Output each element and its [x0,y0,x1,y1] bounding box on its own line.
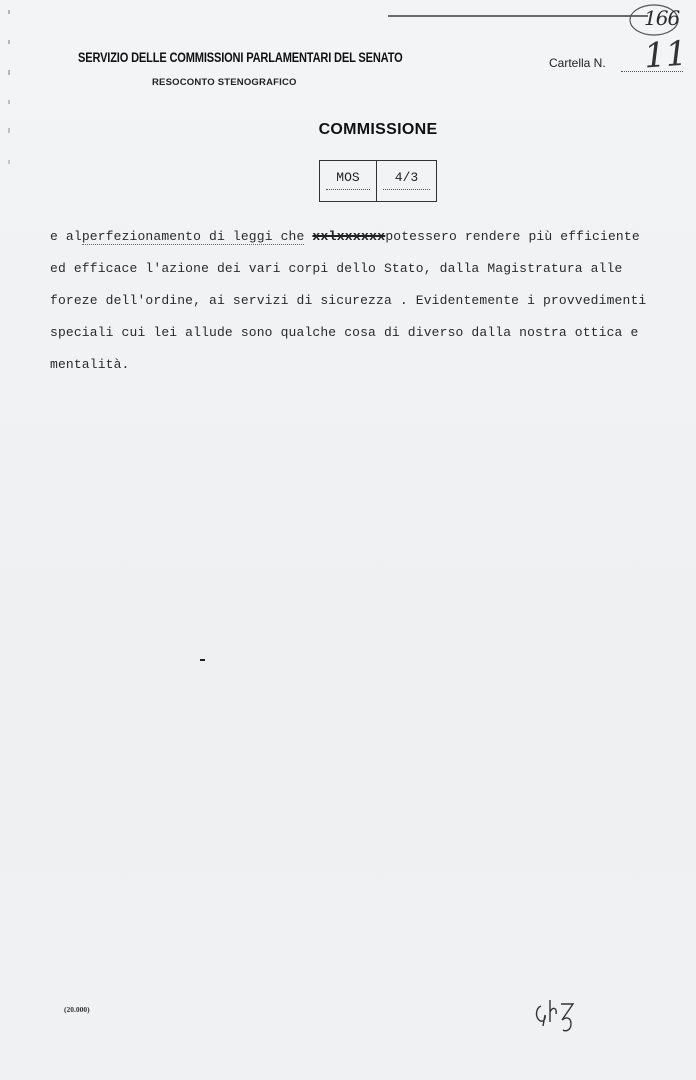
stray-ink-mark [200,659,205,661]
transcript-line [50,326,682,358]
code-box [319,160,437,202]
top-rule-line [388,15,648,17]
page-number-text: 166 [644,6,680,30]
cartella-label: Cartella N. [549,56,606,70]
line-before: e al [50,229,82,244]
code-box-code-cell [320,161,377,201]
transcript-line [50,294,682,326]
header-organization: SERVIZIO DELLE COMMISSIONI PARLAMENTARI DEL SENATO [78,50,403,65]
print-code: (20.000) [64,1005,90,1014]
transcript-line [50,230,682,262]
page-title: COMMISSIONE [318,121,438,138]
transcript-line [50,262,682,294]
transcript-line-text: mentalità. [50,357,130,372]
code-box-code-underline [326,189,370,190]
page-number-stamp [628,2,684,36]
line-dotted-phrase: perfezionamento di leggi che [81,229,305,244]
handwritten-initials [533,992,581,1036]
code-box-number-cell [377,161,436,201]
transcript-line-text: speciali cui lei allude sono qualche cosa di diverso dalla nostra ottica e [50,325,639,340]
cartella-number: 11 [642,33,689,77]
header-subtitle: RESOCONTO STENOGRAFICO [152,77,297,88]
struck-out-word: xxlxxxxxx [312,229,386,244]
code-box-number: 4/3 [394,170,419,185]
binding-edge-marks [6,0,12,1080]
transcript-line-text: ed efficace l'azione dei vari corpi dello Stato, dalla Magistratura alle [50,261,623,276]
code-box-number-underline [383,189,430,190]
transcript-line [50,358,682,390]
line-after: potessero rendere più efficiente [385,229,640,244]
transcript-body [50,230,682,390]
cartella-field [549,33,689,77]
transcript-line-text: foreze dell'ordine, ai servizi di sicurezza . Evidentemente i provvedimenti [50,293,647,308]
code-box-code: MOS [336,170,360,185]
